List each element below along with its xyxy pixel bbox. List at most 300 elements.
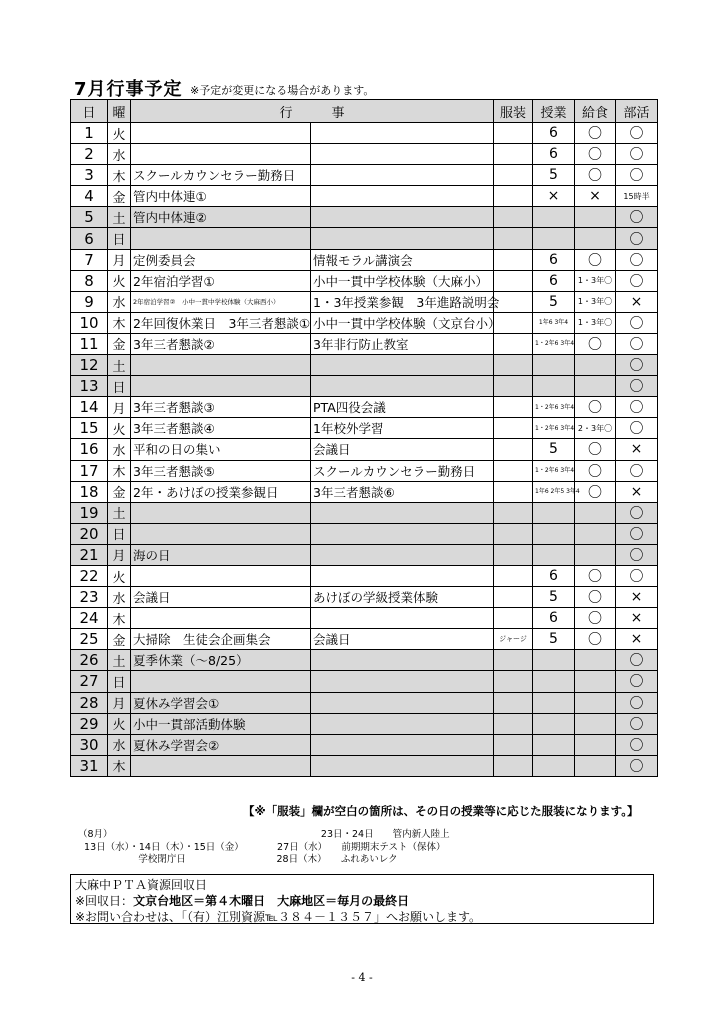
event2-cell [311, 186, 494, 207]
dress-cell [494, 249, 533, 270]
header-dress: 服装 [494, 100, 533, 123]
event2-cell: 小中一貫中学校体験（大麻小） [311, 270, 494, 291]
dress-cell [494, 270, 533, 291]
day-cell: 22 [71, 565, 108, 586]
lunch-cell: 1・3年〇 [575, 291, 616, 312]
lunch-cell: 〇 [575, 460, 616, 481]
lunch-cell [575, 355, 616, 376]
dress-cell [494, 165, 533, 186]
weekday-cell: 日 [108, 523, 131, 544]
weekday-cell: 水 [108, 734, 131, 755]
club-cell: 〇 [616, 249, 658, 270]
class-cell: 5 [533, 587, 575, 608]
event2-cell [311, 671, 494, 692]
weekday-cell: 日 [108, 376, 131, 397]
event2-cell [311, 207, 494, 228]
lunch-cell: 〇 [575, 439, 616, 460]
dress-cell [494, 418, 533, 439]
event-cell: 大掃除 生徒会企画集会 [131, 629, 311, 650]
class-cell: 1・2年6 3年4 [533, 460, 575, 481]
event-cell [131, 608, 311, 629]
dress-cell [494, 502, 533, 523]
lunch-cell [575, 713, 616, 734]
class-cell: 6 [533, 249, 575, 270]
day-cell: 13 [71, 376, 108, 397]
event2-cell: 3年非行防止教室 [311, 333, 494, 354]
dress-cell [494, 734, 533, 755]
day-cell: 27 [71, 671, 108, 692]
lunch-cell: 〇 [575, 629, 616, 650]
weekday-cell: 日 [108, 228, 131, 249]
day-cell: 2 [71, 144, 108, 165]
schedule-row [71, 523, 658, 544]
lunch-cell [575, 523, 616, 544]
schedule-row [71, 692, 658, 713]
day-cell: 17 [71, 460, 108, 481]
day-cell: 6 [71, 228, 108, 249]
weekday-cell: 火 [108, 270, 131, 291]
schedule-row [71, 755, 658, 776]
schedule-row [71, 291, 658, 312]
event2-cell [311, 755, 494, 776]
weekday-cell: 木 [108, 165, 131, 186]
schedule-row [71, 587, 658, 608]
event2-cell: 会議日 [311, 439, 494, 460]
schedule-row [71, 608, 658, 629]
club-cell: 〇 [616, 544, 658, 565]
club-cell: 〇 [616, 270, 658, 291]
day-cell: 29 [71, 713, 108, 734]
day-cell: 25 [71, 629, 108, 650]
event-cell [131, 565, 311, 586]
schedule-row [71, 312, 658, 333]
club-cell: 〇 [616, 502, 658, 523]
lunch-cell [575, 692, 616, 713]
club-cell: × [616, 608, 658, 629]
event-cell [131, 502, 311, 523]
dress-cell [494, 376, 533, 397]
weekday-cell: 土 [108, 355, 131, 376]
schedule-table [70, 99, 658, 777]
weekday-cell: 土 [108, 650, 131, 671]
schedule-row [71, 713, 658, 734]
club-cell: 〇 [616, 671, 658, 692]
dress-cell [494, 671, 533, 692]
day-cell: 23 [71, 587, 108, 608]
schedule-row [71, 376, 658, 397]
lunch-cell [575, 734, 616, 755]
club-cell: 〇 [616, 523, 658, 544]
club-cell: 〇 [616, 650, 658, 671]
weekday-cell: 火 [108, 565, 131, 586]
schedule-row [71, 165, 658, 186]
club-cell: 〇 [616, 397, 658, 418]
day-cell: 26 [71, 650, 108, 671]
schedule-row [71, 186, 658, 207]
event-cell [131, 144, 311, 165]
lunch-cell: 〇 [575, 333, 616, 354]
schedule-row [71, 144, 658, 165]
class-cell [533, 355, 575, 376]
schedule-row [71, 481, 658, 502]
weekday-cell: 金 [108, 333, 131, 354]
event-cell [131, 228, 311, 249]
dress-cell [494, 692, 533, 713]
class-cell: 1・2年6 3年4 [533, 397, 575, 418]
event-cell [131, 523, 311, 544]
header-event: 行 事 [131, 100, 494, 123]
schedule-row [71, 418, 658, 439]
event-cell: 3年三者懇談③ [131, 397, 311, 418]
recycle-contact: ※お問い合わせは、「（有）江別資源℡３８４－１３５７」へお願いします。 [75, 910, 481, 924]
dress-cell [494, 439, 533, 460]
event2-cell: 会議日 [311, 629, 494, 650]
class-cell: 1・2年6 3年4 [533, 333, 575, 354]
event2-cell: 1年校外学習 [311, 418, 494, 439]
page-number: - 4 - [351, 971, 373, 984]
class-cell: × [533, 186, 575, 207]
schedule-row [71, 228, 658, 249]
event-cell: 3年三者懇談② [131, 333, 311, 354]
club-cell: 〇 [616, 460, 658, 481]
dress-cell: ジャージ [494, 629, 533, 650]
lunch-cell [575, 376, 616, 397]
dress-cell [494, 587, 533, 608]
day-cell: 9 [71, 291, 108, 312]
event-cell: 小中一貫部活動体験 [131, 713, 311, 734]
class-cell [533, 207, 575, 228]
lunch-cell: 〇 [575, 587, 616, 608]
class-cell [533, 523, 575, 544]
weekday-cell: 木 [108, 312, 131, 333]
event2-cell [311, 608, 494, 629]
event2-cell: 情報モラル講演会 [311, 249, 494, 270]
day-cell: 14 [71, 397, 108, 418]
header-club: 部活 [616, 100, 658, 123]
weekday-cell: 水 [108, 439, 131, 460]
dress-cell [494, 186, 533, 207]
day-cell: 10 [71, 312, 108, 333]
weekday-cell: 水 [108, 587, 131, 608]
event-cell [131, 376, 311, 397]
club-cell: × [616, 481, 658, 502]
event-cell: 海の日 [131, 544, 311, 565]
club-cell: 〇 [616, 207, 658, 228]
class-cell: 6 [533, 565, 575, 586]
lunch-cell: 〇 [575, 565, 616, 586]
schedule-row [71, 355, 658, 376]
class-cell [533, 671, 575, 692]
dress-cell [494, 713, 533, 734]
class-cell [533, 713, 575, 734]
club-cell: 〇 [616, 418, 658, 439]
recycle-info-box [70, 874, 654, 924]
event2-cell [311, 565, 494, 586]
day-cell: 28 [71, 692, 108, 713]
club-cell: 〇 [616, 228, 658, 249]
event-cell: 会議日 [131, 587, 311, 608]
lunch-cell: 〇 [575, 481, 616, 502]
weekday-cell: 月 [108, 544, 131, 565]
lunch-cell: 〇 [575, 165, 616, 186]
class-cell [533, 650, 575, 671]
schedule-row [71, 439, 658, 460]
schedule-row [71, 629, 658, 650]
event2-cell [311, 228, 494, 249]
event2-cell [311, 123, 494, 144]
recycle-dates-label: ※回収日： [75, 894, 134, 908]
event2-cell [311, 502, 494, 523]
weekday-cell: 土 [108, 207, 131, 228]
header-lunch: 給食 [575, 100, 616, 123]
page-title: 7月行事予定 [74, 79, 183, 100]
august-line: 13日（水）・14日（木）・15日（金） 27日（水） 前期期末テスト（保体） [78, 841, 446, 853]
event2-cell: PTA四役会議 [311, 397, 494, 418]
event2-cell [311, 650, 494, 671]
lunch-cell: 1・3年〇 [575, 312, 616, 333]
event-cell: 定例委員会 [131, 249, 311, 270]
lunch-cell [575, 207, 616, 228]
club-cell: 〇 [616, 123, 658, 144]
lunch-cell: 〇 [575, 608, 616, 629]
dress-cell [494, 460, 533, 481]
class-cell: 5 [533, 439, 575, 460]
club-cell: 〇 [616, 333, 658, 354]
lunch-cell: 〇 [575, 123, 616, 144]
class-cell [533, 734, 575, 755]
lunch-cell: 1・3年〇 [575, 270, 616, 291]
day-cell: 1 [71, 123, 108, 144]
lunch-cell: 〇 [575, 397, 616, 418]
weekday-cell: 木 [108, 755, 131, 776]
header-day: 日 [71, 100, 108, 123]
club-cell: × [616, 629, 658, 650]
day-cell: 31 [71, 755, 108, 776]
club-cell: 〇 [616, 692, 658, 713]
club-cell: 〇 [616, 355, 658, 376]
club-cell: × [616, 291, 658, 312]
club-cell: 15時半 [616, 186, 658, 207]
schedule-row [71, 734, 658, 755]
club-cell: 〇 [616, 165, 658, 186]
class-cell: 5 [533, 165, 575, 186]
weekday-cell: 火 [108, 418, 131, 439]
day-cell: 15 [71, 418, 108, 439]
schedule-row [71, 460, 658, 481]
schedule-row [71, 565, 658, 586]
dress-cell [494, 207, 533, 228]
lunch-cell: 〇 [575, 144, 616, 165]
event-cell [131, 123, 311, 144]
dress-cell [494, 565, 533, 586]
dress-cell [494, 481, 533, 502]
event2-cell [311, 692, 494, 713]
event-cell: 管内中体連② [131, 207, 311, 228]
day-cell: 16 [71, 439, 108, 460]
dress-cell [494, 650, 533, 671]
class-cell: 6 [533, 270, 575, 291]
day-cell: 4 [71, 186, 108, 207]
event-cell: 2年宿泊学習② 小中一貫中学校体験（大麻西小） [131, 291, 311, 312]
recycle-title: 大麻中ＰＴＡ資源回収日 [75, 878, 208, 892]
weekday-cell: 月 [108, 249, 131, 270]
event-cell: 3年三者懇談④ [131, 418, 311, 439]
weekday-cell: 水 [108, 144, 131, 165]
event-cell [131, 355, 311, 376]
schedule-row [71, 249, 658, 270]
header-weekday: 曜 [108, 100, 131, 123]
day-cell: 18 [71, 481, 108, 502]
weekday-cell: 水 [108, 291, 131, 312]
event2-cell [311, 144, 494, 165]
event2-cell [311, 734, 494, 755]
event2-cell [311, 523, 494, 544]
weekday-cell: 火 [108, 713, 131, 734]
schedule-row [71, 123, 658, 144]
lunch-cell [575, 502, 616, 523]
event2-cell: あけぼの学級授業体験 [311, 587, 494, 608]
event-cell: 平和の日の集い [131, 439, 311, 460]
class-cell: 1年6 3年4 [533, 312, 575, 333]
event-cell: 夏休み学習会② [131, 734, 311, 755]
lunch-cell: × [575, 186, 616, 207]
club-cell: 〇 [616, 734, 658, 755]
event-cell: 夏休み学習会① [131, 692, 311, 713]
event2-cell: スクールカウンセラー勤務日 [311, 460, 494, 481]
dress-cell [494, 397, 533, 418]
weekday-cell: 土 [108, 502, 131, 523]
day-cell: 19 [71, 502, 108, 523]
lunch-cell [575, 544, 616, 565]
weekday-cell: 木 [108, 608, 131, 629]
club-cell: 〇 [616, 755, 658, 776]
class-cell: 1・2年6 3年4 [533, 418, 575, 439]
weekday-cell: 金 [108, 186, 131, 207]
class-cell [533, 502, 575, 523]
event-cell: 2年宿泊学習① [131, 270, 311, 291]
day-cell: 12 [71, 355, 108, 376]
day-cell: 7 [71, 249, 108, 270]
event2-cell [311, 544, 494, 565]
dress-cell [494, 144, 533, 165]
dress-cell [494, 544, 533, 565]
class-cell [533, 228, 575, 249]
event-cell: 夏季休業（～8/25） [131, 650, 311, 671]
day-cell: 3 [71, 165, 108, 186]
dress-cell [494, 523, 533, 544]
class-cell: 5 [533, 291, 575, 312]
class-cell [533, 692, 575, 713]
day-cell: 8 [71, 270, 108, 291]
class-cell [533, 755, 575, 776]
club-cell: 〇 [616, 312, 658, 333]
schedule-row [71, 650, 658, 671]
event2-cell [311, 355, 494, 376]
club-cell: 〇 [616, 376, 658, 397]
august-line: （8月） 23日・24日 管内新人陸上 [78, 829, 450, 840]
club-cell: 〇 [616, 713, 658, 734]
header-row [71, 100, 658, 123]
lunch-cell [575, 650, 616, 671]
event2-cell: 1・3年授業参観 3年進路説明会 [311, 291, 494, 312]
weekday-cell: 月 [108, 692, 131, 713]
class-cell [533, 376, 575, 397]
schedule-row [71, 544, 658, 565]
club-cell: 〇 [616, 565, 658, 586]
day-cell: 30 [71, 734, 108, 755]
event2-cell: 小中一貫中学校体験（文京台小） [311, 312, 494, 333]
schedule-row [71, 502, 658, 523]
weekday-cell: 月 [108, 397, 131, 418]
event-cell: 3年三者懇談⑤ [131, 460, 311, 481]
schedule-row [71, 671, 658, 692]
lunch-cell: 2・3年〇 [575, 418, 616, 439]
club-cell: 〇 [616, 144, 658, 165]
event-cell: スクールカウンセラー勤務日 [131, 165, 311, 186]
day-cell: 21 [71, 544, 108, 565]
weekday-cell: 日 [108, 671, 131, 692]
dress-cell [494, 333, 533, 354]
day-cell: 11 [71, 333, 108, 354]
dress-cell [494, 228, 533, 249]
august-schedule [78, 829, 450, 867]
weekday-cell: 金 [108, 481, 131, 502]
club-cell: × [616, 587, 658, 608]
dress-cell [494, 123, 533, 144]
class-cell: 6 [533, 144, 575, 165]
header-class: 授業 [533, 100, 575, 123]
class-cell: 1年6 2年5 3年4 [533, 481, 575, 502]
schedule-row [71, 270, 658, 291]
day-cell: 5 [71, 207, 108, 228]
day-cell: 24 [71, 608, 108, 629]
event-cell: 2年回復休業日 3年三者懇談① [131, 312, 311, 333]
class-cell: 6 [533, 608, 575, 629]
recycle-dates-value: 文京台地区＝第４木曜日 大麻地区＝毎月の最終日 [133, 894, 410, 908]
recycle-dates [75, 893, 649, 909]
schedule-row [71, 397, 658, 418]
lunch-cell [575, 671, 616, 692]
schedule-row [71, 207, 658, 228]
august-line: 学校閉庁日 28日（木） ふれあいレク [78, 854, 398, 865]
dress-cell [494, 755, 533, 776]
class-cell: 6 [533, 123, 575, 144]
club-cell: × [616, 439, 658, 460]
lunch-cell: 〇 [575, 249, 616, 270]
weekday-cell: 火 [108, 123, 131, 144]
schedule-row [71, 333, 658, 354]
event2-cell [311, 713, 494, 734]
class-cell [533, 544, 575, 565]
day-cell: 20 [71, 523, 108, 544]
class-cell: 5 [533, 629, 575, 650]
lunch-cell [575, 755, 616, 776]
event-cell: 2年・あけぼの授業参観日 [131, 481, 311, 502]
event2-cell [311, 165, 494, 186]
event-cell [131, 755, 311, 776]
weekday-cell: 木 [108, 460, 131, 481]
dress-disclaimer: 【※「服装」欄が空白の箇所は、その日の授業等に応じた服装になります。】 [243, 804, 639, 818]
event-cell [131, 671, 311, 692]
weekday-cell: 金 [108, 629, 131, 650]
dress-cell [494, 291, 533, 312]
dress-cell [494, 355, 533, 376]
dress-cell [494, 608, 533, 629]
event-cell: 管内中体連① [131, 186, 311, 207]
change-note: ※予定が変更になる場合があります。 [190, 84, 375, 97]
lunch-cell [575, 228, 616, 249]
event2-cell: 3年三者懇談⑥ [311, 481, 494, 502]
